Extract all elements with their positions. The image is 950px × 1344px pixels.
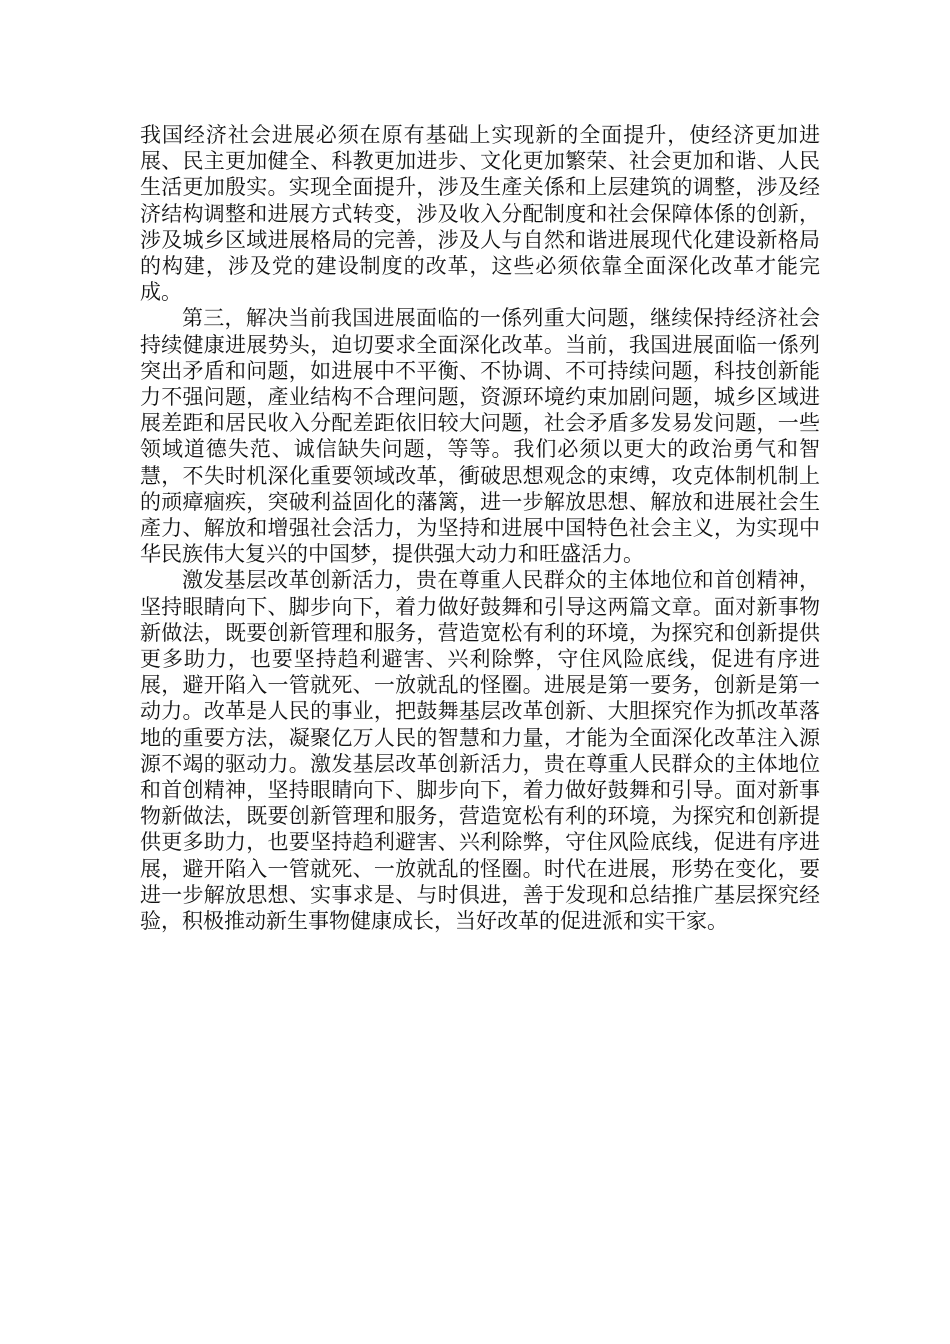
paragraph-1: 我国经济社会进展必须在原有基础上实现新的全面提升，使经济更加进展、民主更加健全、科教更加进步、文化更加繁荣、社会更加和谐、人民生活更加殷实。实现全面提升，涉及生產关係和上层建筑的调整，涉及经济结构调整和进展方式转变，涉及收入分配制度和社会保障体係的创新，涉及城乡区域进展格局的完善，涉及人与自然和谐进展现代化建设新格局的构建，涉及党的建设制度的改革，这些必须依靠全面深化改革才能完成。	[140, 123, 820, 305]
paragraph-3: 激发基层改革创新活力，贵在尊重人民群众的主体地位和首创精神，坚持眼睛向下、脚步向下，着力做好鼓舞和引导这两篇文章。面对新事物新做法，既要创新管理和服务，营造宽松有利的环境，为探究和创新提供更多助力，也要坚持趋利避害、兴利除弊，守住风险底线，促进有序进展，避开陷入一管就死、一放就乱的怪圈。进展是第一要务，创新是第一动力。改革是人民的事业，把鼓舞基层改革创新、大胆探究作为抓改革落地的重要方法，凝聚亿万人民的智慧和力量，才能为全面深化改革注入源源不竭的驱动力。激发基层改革创新活力，贵在尊重人民群众的主体地位和首创精神，坚持眼睛向下、脚步向下，着力做好鼓舞和引导。面对新事物新做法，既要创新管理和服务，营造宽松有利的环境，为探究和创新提供更多助力，也要坚持趋利避害、兴利除弊，守住风险底线，促进有序进展，避开陷入一管就死、一放就乱的怪圈。时代在进展，形势在变化，要进一步解放思想、实事求是、与时俱进，善于发现和总结推广基层探究经验，积极推动新生事物健康成长，当好改革的促进派和实干家。	[140, 568, 820, 934]
paragraph-2: 第三，解决当前我国进展面临的一係列重大问题，继续保持经济社会持续健康进展势头，迫切要求全面深化改革。当前，我国进展面临一係列突出矛盾和问题，如进展中不平衡、不协调、不可持续问题，科技创新能力不强问题，產业结构不合理问题，资源环境约束加剧问题，城乡区域进展差距和居民收入分配差距依旧较大问题，社会矛盾多发易发问题，一些领域道德失范、诚信缺失问题，等等。我们必须以更大的政治勇气和智慧，不失时机深化重要领域改革，衝破思想观念的束缚，攻克体制机制上的顽瘴痼疾，突破利益固化的藩篱，进一步解放思想、解放和进展社会生產力、解放和增强社会活力，为坚持和进展中国特色社会主义，为实现中华民族伟大复兴的中国梦，提供强大动力和旺盛活力。	[140, 306, 820, 567]
document-body	[140, 122, 820, 934]
